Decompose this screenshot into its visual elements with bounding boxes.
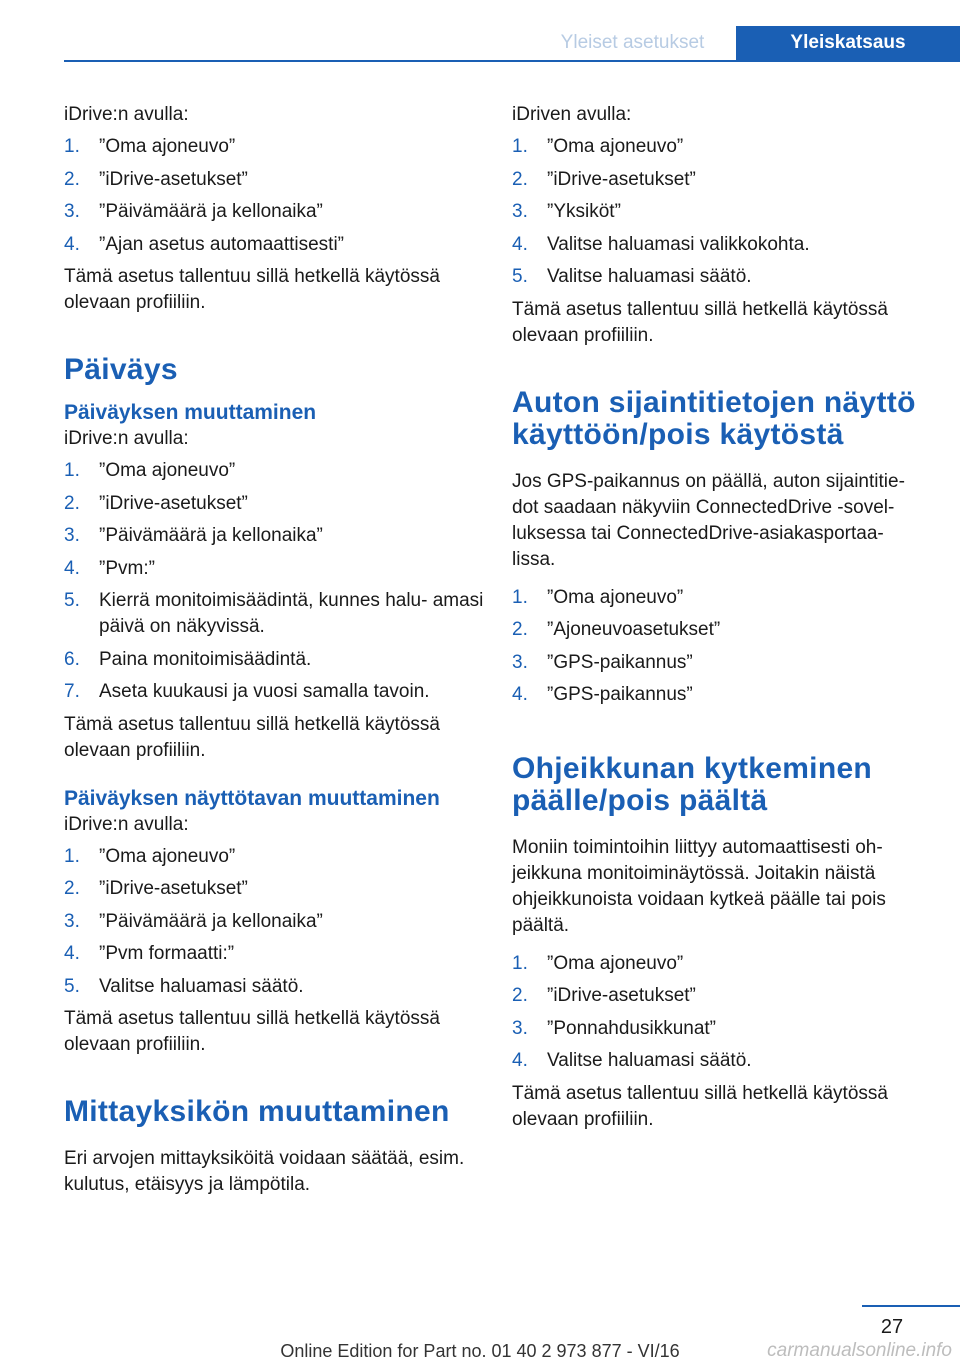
heading-units: Mittayksikön muuttaminen: [64, 1095, 450, 1128]
step-text: ”iDrive-asetukset”: [547, 168, 696, 190]
note-text: Tämä asetus tallentuu sillä hetkellä käytössä olevaan profiiliin.: [64, 266, 440, 313]
step-item: [64, 647, 484, 673]
subheading-date-format: Päiväyksen näyttötavan muuttaminen: [64, 786, 440, 810]
page-number: 27: [880, 1316, 904, 1338]
step-number: 5.: [64, 975, 80, 997]
step-item: [512, 264, 930, 290]
heading-help-window: Ohjeikkunan kytkeminen päälle/pois päältä: [512, 751, 873, 817]
intro-text: iDrive:n avulla:: [64, 104, 189, 125]
header-section-tab: Yleiset asetukset: [560, 32, 705, 53]
step-item: [512, 1016, 930, 1042]
step-text: Aseta kuukausi ja vuosi samalla tavoin.: [99, 681, 430, 702]
step-item: [64, 588, 484, 640]
step-number: 2.: [512, 168, 528, 190]
step-item: [64, 941, 484, 967]
step-text: ”Oma ajoneuvo”: [99, 460, 236, 481]
step-text: ”Ajoneuvoasetukset”: [547, 619, 721, 640]
step-text: ”Päivämäärä ja kellonaika”: [99, 201, 323, 222]
note-text: Tämä asetus tallentuu sillä hetkellä käytössä olevaan profiiliin.: [64, 713, 440, 761]
step-text: ”iDrive-asetukset”: [547, 985, 696, 1006]
step-text: Valitse haluamasi säätö.: [547, 1050, 752, 1071]
step-item: [64, 679, 484, 705]
left-column: [64, 102, 484, 1198]
note-text: Tämä asetus tallentuu sillä hetkellä käytössä olevaan profiiliin.: [512, 1082, 888, 1130]
step-item: [64, 232, 484, 258]
step-item: [512, 232, 930, 258]
step-item: [64, 556, 484, 582]
location-text: Jos GPS-paikannus on päällä, auton sijaintitie‐ dot saadaan näkyviin ConnectedDrive -sovel‐ luksessa tai ConnectedDrive-asiakasportaa‐ lissa.: [512, 470, 905, 570]
subheading-date-change: Päiväyksen muuttaminen: [64, 401, 317, 424]
step-item: [64, 876, 484, 902]
step-item: [512, 199, 930, 225]
units-text: Eri arvojen mittayksiköitä voidaan säätää, esim. kulutus, etäisyys ja lämpötila.: [64, 1148, 465, 1195]
step-item: [64, 491, 484, 517]
step-number: 3.: [512, 1017, 528, 1039]
step-text: ”Oma ajoneuvo”: [547, 586, 684, 608]
step-text: ”Oma ajoneuvo”: [547, 136, 684, 157]
steps-list: [64, 844, 484, 1000]
step-number: 2.: [512, 985, 528, 1006]
step-text: ”Pvm:”: [99, 557, 155, 579]
step-number: 1.: [64, 845, 80, 867]
step-number: 5.: [512, 266, 528, 287]
step-number: 2.: [64, 492, 80, 514]
step-text: ”Päivämäärä ja kellonaika”: [99, 910, 323, 932]
intro-text: iDrive:n avulla:: [64, 428, 189, 449]
step-number: 3.: [512, 201, 528, 222]
step-number: 4.: [64, 557, 80, 579]
heading-date: Päiväys: [64, 353, 178, 386]
step-item: [512, 617, 930, 643]
right-column: [512, 102, 930, 1133]
step-number: 4.: [512, 233, 528, 255]
step-number: 1.: [512, 136, 528, 157]
header-chapter-tab: Yleiskatsaus: [736, 26, 960, 62]
help-text: Moniin toimintoihin liittyy automaattisesti oh‐ jeikkuna monitoiminäytössä. Joitakin näistä ohjeikkunoista voidaan kytkeä päälle tai pois päältä.: [512, 836, 886, 936]
step-number: 3.: [64, 525, 80, 546]
step-text: Valitse haluamasi säätö.: [99, 975, 304, 997]
step-text: Valitse haluamasi säätö.: [547, 266, 752, 287]
steps-list: [512, 951, 930, 1075]
step-text: ”Oma ajoneuvo”: [99, 136, 236, 157]
step-text: ”Ponnahdusikkunat”: [547, 1017, 716, 1039]
steps-list: [64, 458, 484, 705]
step-item: [512, 650, 930, 676]
step-item: [64, 909, 484, 935]
step-text: Paina monitoimisäädintä.: [99, 648, 312, 670]
watermark: carmanualsonline.info: [767, 1340, 952, 1361]
step-item: [512, 951, 930, 977]
step-number: 3.: [64, 910, 80, 932]
step-text: ”iDrive-asetukset”: [99, 168, 248, 190]
step-number: 2.: [512, 619, 528, 640]
step-number: 3.: [512, 651, 528, 673]
step-text: ”GPS-paikannus”: [547, 651, 693, 673]
step-item: [64, 167, 484, 193]
step-item: [512, 983, 930, 1009]
step-text: ”Ajan asetus automaattisesti”: [99, 233, 345, 255]
step-item: [512, 1048, 930, 1074]
step-item: [64, 974, 484, 1000]
step-item: [64, 199, 484, 225]
step-item: [64, 458, 484, 484]
step-number: 3.: [64, 201, 80, 222]
step-number: 4.: [512, 1050, 528, 1071]
steps-list: [512, 134, 930, 290]
step-number: 1.: [64, 136, 80, 157]
step-number: 5.: [64, 590, 80, 611]
step-item: [64, 523, 484, 549]
step-item: [64, 134, 484, 160]
step-text: ”Yksiköt”: [547, 201, 621, 222]
step-text: ”Oma ajoneuvo”: [99, 845, 236, 867]
footer-rule: [862, 1305, 960, 1307]
step-text: ”iDrive-asetukset”: [99, 492, 248, 514]
step-text: ”Pvm formaatti:”: [99, 943, 235, 964]
step-text: ”Päivämäärä ja kellonaika”: [99, 525, 323, 546]
step-item: [64, 844, 484, 870]
step-number: 4.: [512, 684, 528, 705]
step-number: 6.: [64, 648, 80, 670]
header-rule: [64, 60, 960, 62]
step-text: ”iDrive-asetukset”: [99, 878, 248, 899]
step-number: 4.: [64, 233, 80, 255]
steps-list: [64, 134, 484, 258]
step-number: 1.: [512, 586, 528, 608]
step-item: [512, 134, 930, 160]
step-item: [512, 682, 930, 708]
step-item: [512, 585, 930, 611]
note-text: Tämä asetus tallentuu sillä hetkellä käytössä olevaan profiiliin.: [64, 1008, 440, 1055]
step-item: [512, 167, 930, 193]
step-number: 7.: [64, 681, 80, 702]
step-number: 1.: [512, 952, 528, 974]
step-text: Kierrä monitoimisäädintä, kunnes halu‐ amasi päivä on näkyvissä.: [99, 590, 484, 637]
step-text: ”GPS-paikannus”: [547, 684, 693, 705]
step-number: 2.: [64, 168, 80, 190]
step-number: 4.: [64, 943, 80, 964]
steps-list: [512, 585, 930, 709]
step-number: 2.: [64, 878, 80, 899]
step-text: Valitse haluamasi valikkokohta.: [547, 233, 810, 255]
step-number: 1.: [64, 460, 80, 481]
heading-location: Auton sijaintitietojen näyttö käyttöön/pois käytöstä: [512, 385, 916, 451]
step-text: ”Oma ajoneuvo”: [547, 952, 684, 974]
note-text: Tämä asetus tallentuu sillä hetkellä käytössä olevaan profiiliin.: [512, 298, 888, 346]
intro-text: iDrive:n avulla:: [64, 813, 189, 835]
edition-text: Online Edition for Part no. 01 40 2 973 877 - VI/16: [280, 1341, 680, 1361]
intro-text: iDriven avulla:: [512, 104, 632, 125]
